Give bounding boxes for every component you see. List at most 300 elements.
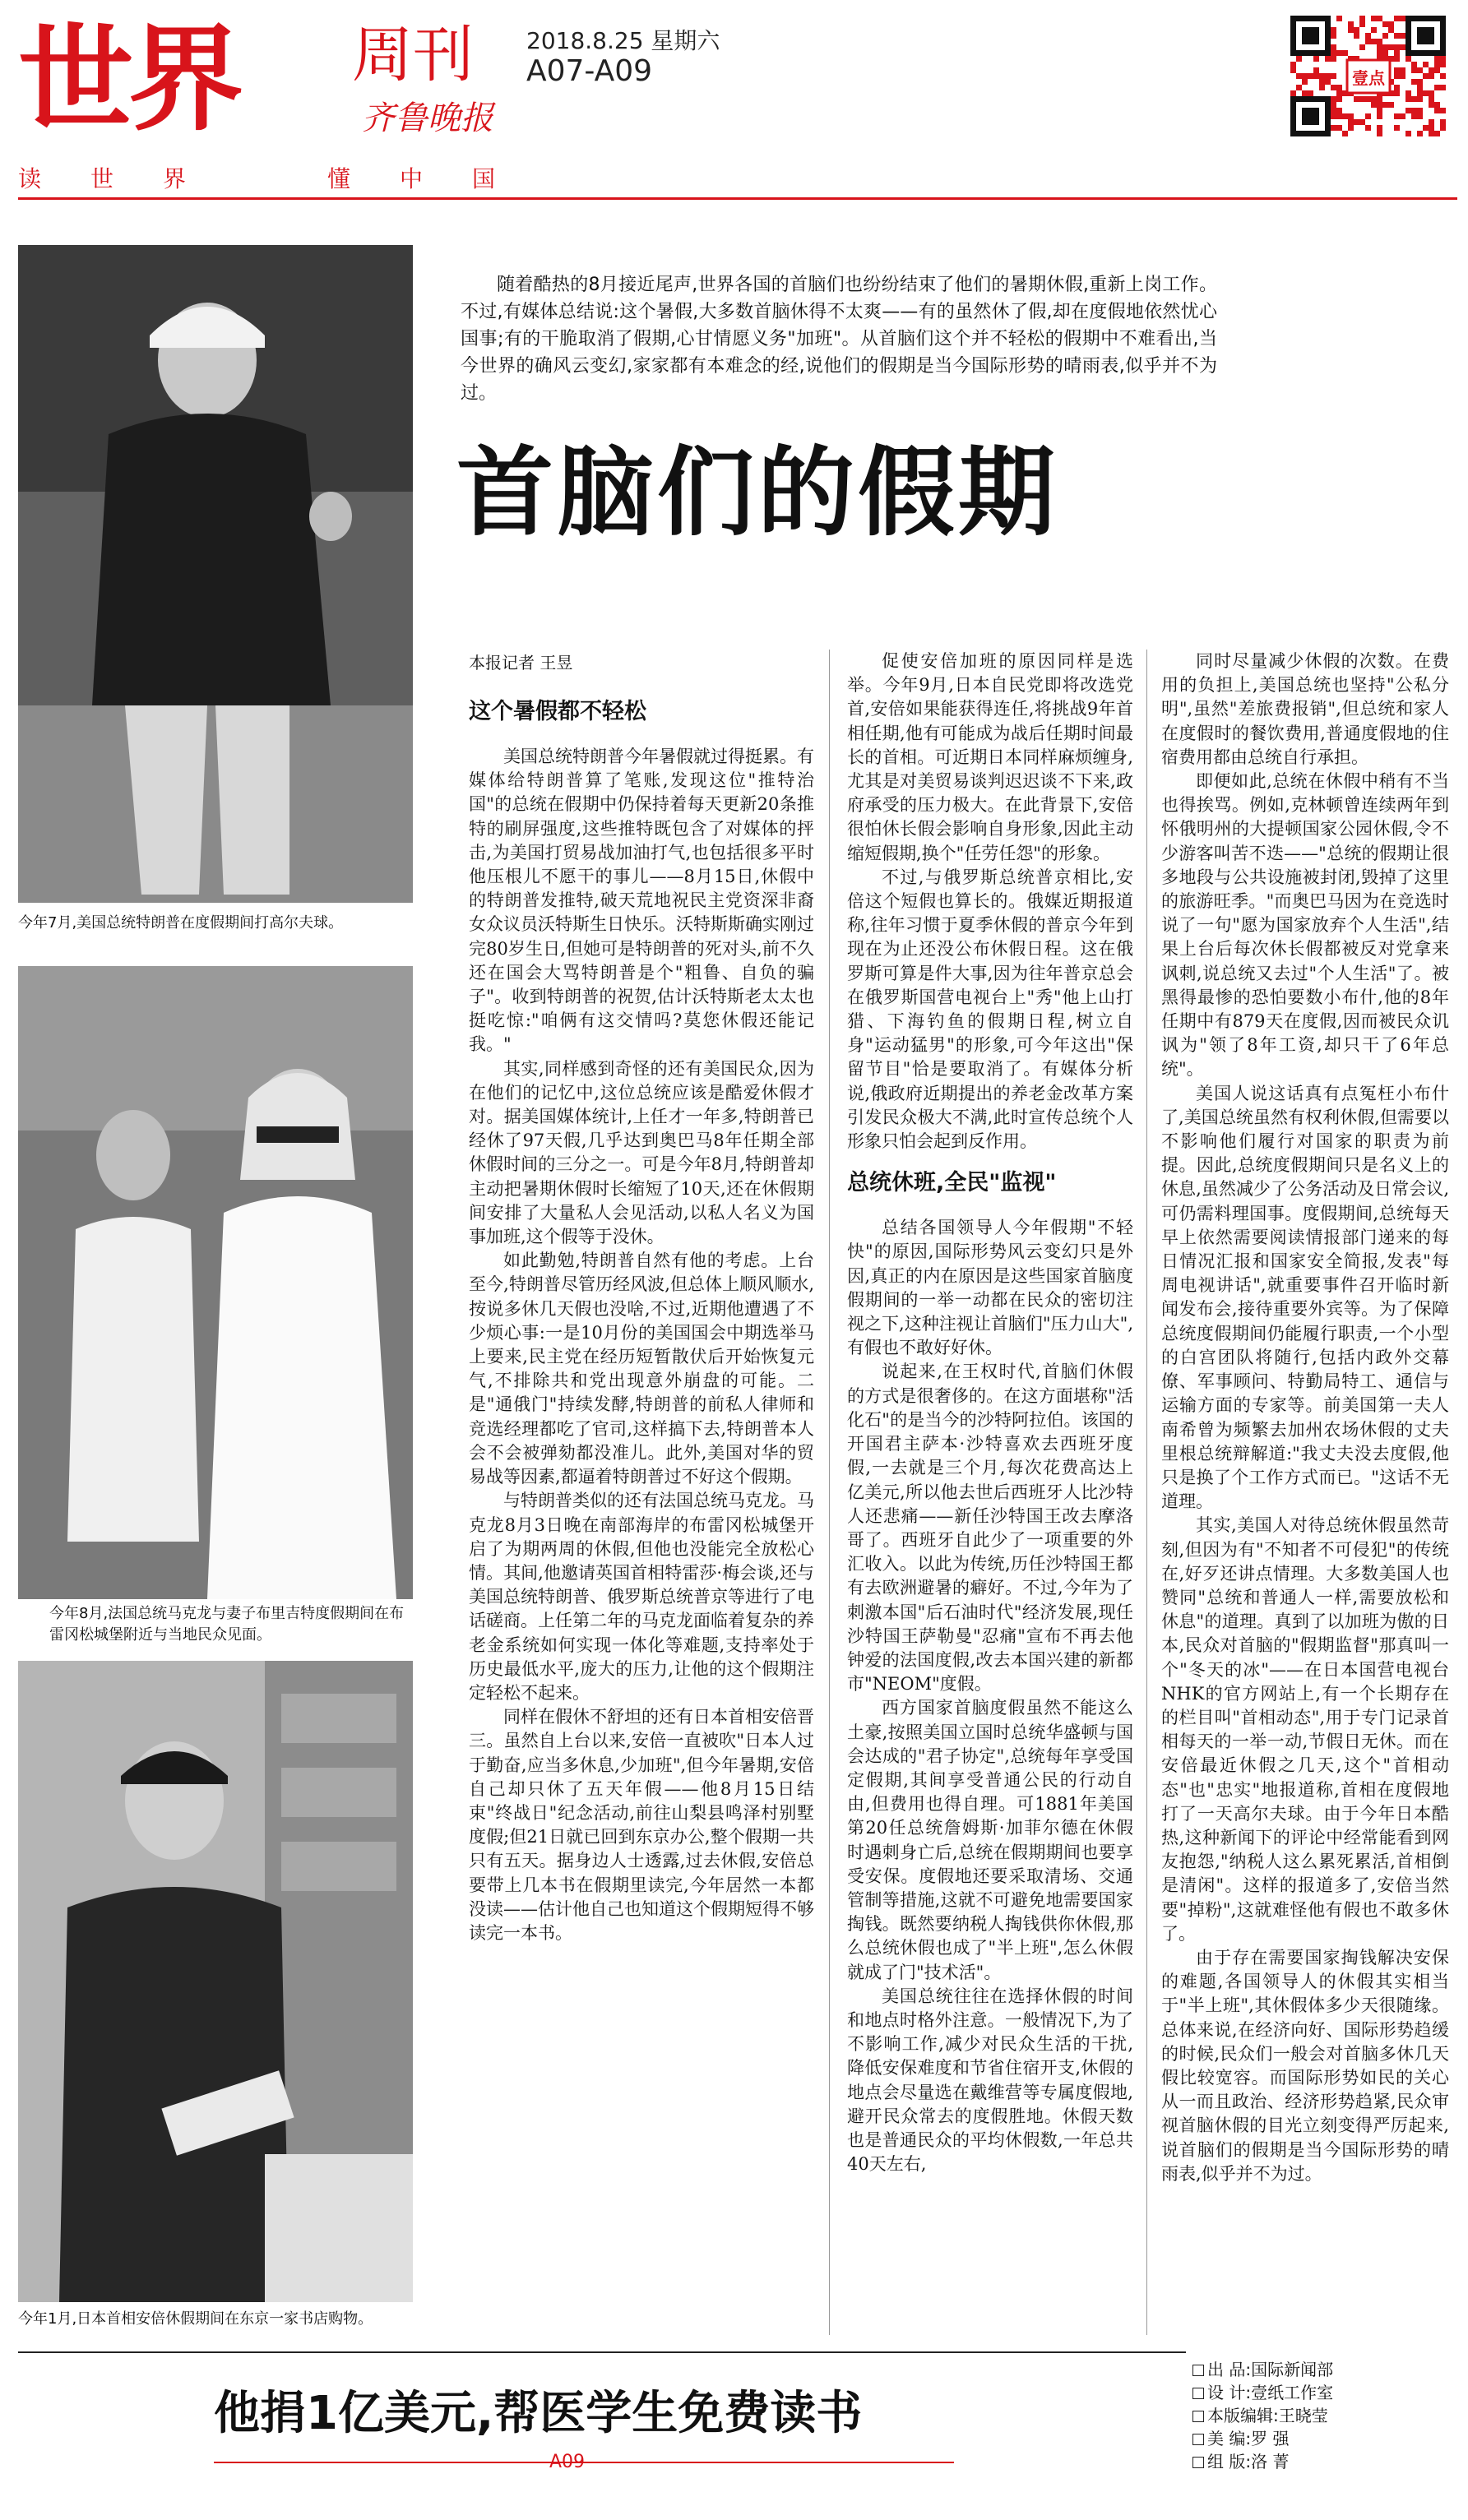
qr-module [1313,39,1319,44]
qr-module [1434,56,1440,62]
qr-module [1342,131,1348,136]
qr-module [1405,16,1411,21]
brand-logo: 世界 [18,13,239,147]
qr-module [1411,16,1417,21]
qr-module [1319,16,1325,21]
qr-module [1400,73,1405,79]
article-paragraph: 同样在假休不舒坦的还有日本首相安倍晋三。虽然自上台以来,安倍一直被吹"日本人过于勤奋,应当多休息,少加班",但今年暑期,安倍自己却只休了五天年假——他8月15日结束"终战日"纪念活动,前往山梨县鸣泽村别墅度假;但21日就已回到东京办公,整个假期一共只有五天。据身边人士透露,过去休假,安倍总要带上几本书在假期里读完,今年居然一本都没读——估计他自己也知道这个假期短得不够读完一本书。 [469,1707,814,1943]
checkbox-icon [1192,2457,1204,2468]
credit-value: 国际新闻部 [1251,2360,1334,2379]
credit-row [1192,2381,1333,2404]
qr-module [1417,67,1423,73]
qr-module [1440,50,1446,56]
qr-module [1308,96,1313,102]
qr-module [1336,85,1342,90]
qr-module [1325,113,1331,119]
qr-module [1417,16,1423,21]
article-paragraph: 如此勤勉,特朗普自然有他的考虑。上台至今,特朗普尽管历经风波,但总体上顺风顺水,按说多休几天假也没啥,不过,近期他遭遇了不少烦心事:一是10月份的美国国会中期选举马上要来,民主党在经历短暂散伏后开始恢复元气,不排除共和党出现意外崩盘的可能。二是"通俄门"持续发酵,特朗普的前私人律师和竞选经理都吃了官司,这样搞下去,特朗普本人会不会被弹劾都没准儿。此外,美国对华的贸易战等因素,都逼着特朗普过不好这个假期。 [469,1251,814,1487]
qr-module [1290,50,1296,56]
article-paragraph: 由于存在需要国家掏钱解决安保的难题,各国领导人的休假其实相当于"半上班",其休假体多少天很随缘。总体来说,在经济向好、国际形势趋缓的时候,民众们一般会对首脑多休几天假比较宽容。而国际形势如民的关心从一而且政治、经济形势趋紧,民众审视首脑休假的目光立刻变得严厉起来,说首脑们的假期是当今国际形势的晴雨表,似乎并不为过。 [1161,1947,1449,2184]
qr-module [1377,50,1382,56]
qr-module [1394,85,1400,90]
page-title: 首脑们的假期 [456,436,1059,549]
qr-module [1434,50,1440,56]
photo-caption: 今年8月,法国总统马克龙与妻子布里吉特度假期间在布雷冈松城堡附近与当地民众见面。 [49,1605,405,1644]
article-paragraph: 其实,美国人对待总统休假虽然苛刻,但因为有"不知者不可侵犯"的传统在,好歹还讲点情理。大多数美国人也赞同"总统和普通人一样,需要放松和休息"的道理。真到了以加班为傲的日本,民众对首脑的"假期监督"那真叫一个"冬天的冰"——在日本国营电视台NHK的官方网站上,有一个长期存在的栏目叫"首相动态",用于专门记录首相每天的一举一动,节假日无休。而在安倍最近休假之几天,这个"首相动态"也"忠实"地报道称,首相在度假地打了一天高尔夫球。由于今年日本酷热,这种新闻下的评论中经常能看到网友抱怨,"纳税人这么累死累活,首相倒是清闲"。这样的报道多了,安倍当然要"掉粉",这就难怪他有假也不敢多休了。 [1161,1515,1449,1944]
qr-module [1423,50,1429,56]
qr-module [1331,27,1336,33]
qr-module [1371,39,1377,44]
qr-module [1313,67,1319,73]
qr-module [1313,50,1319,56]
qr-module [1405,108,1411,113]
qr-module [1394,44,1400,50]
article-paragraph: 总结各国领导人今年假期"不轻快"的原因,国际形势风云变幻只是外因,真正的内在原因是这些国家首脑度假期间的一举一动都在民众的密切注视之下,这种注视让首脑们"压力山大",有假也不敢好好休。 [847,1218,1133,1358]
qr-module [1388,102,1394,108]
qr-module [1377,113,1382,119]
qr-module [1290,119,1296,125]
qr-module [1423,27,1429,33]
qr-module [1331,125,1336,131]
qr-module [1423,73,1429,79]
qr-module [1313,33,1319,39]
qr-module [1359,96,1365,102]
qr-label: 壹点 [1352,68,1385,88]
masthead [0,0,1468,156]
article-paragraph: 说起来,在王权时代,首脑们休假的方式是很奢侈的。在这方面堪称"活化石"的是当今的沙特阿拉伯。该国的开国君主萨本·沙特喜欢去西班牙度假,一去就是三个月,每次花费高达上亿美元,所以他去世后西班牙人比沙特人还悲痛——新任沙特国王改去摩洛哥了。西班牙自此少了一项重要的外汇收入。以此为传统,历任沙特国王都有去欧洲避暑的癖好。不过,今年为了刺激本国"后石油时代"经济发展,现任沙特国王萨勒曼"忍痛"宣布不再去他钟爱的法国度假,改去本国兴建的新都市"NEOM"度假。 [847,1362,1133,1695]
qr-module [1290,33,1296,39]
qr-module [1394,90,1400,96]
qr-module [1319,50,1325,56]
article-paragraph: 不过,与俄罗斯总统普京相比,安倍这个短假也算长的。俄媒近期报道称,往年习惯于夏季休假的普京今年到现在为止还没公布休假日程。这在俄罗斯可算是件大事,因为往年普京总会在俄罗斯国营电视台上"秀"他上山打猎、下海钓鱼的假期日程,树立自身"运动猛男"的形象,可今年这出"保留节目"恰是要取消了。有媒体分析说,俄政府近期提出的养老金改革方案引发民众极大不满,此时宣传总统个人形象只怕会起到反作用。 [847,867,1133,1152]
qr-module [1290,96,1296,102]
qr-module [1325,79,1331,85]
qr-module [1290,67,1296,73]
qr-module [1429,102,1434,108]
qr-module [1417,33,1423,39]
qr-module [1348,119,1354,125]
section-heading: 这个暑假都不轻松 [469,699,646,724]
qr-module [1429,131,1434,136]
qr-module [1388,27,1394,33]
qr-module [1302,50,1308,56]
qr-module [1382,102,1388,108]
qr-module [1325,73,1331,79]
qr-module [1440,16,1446,21]
qr-module [1394,67,1400,73]
qr-module [1348,21,1354,27]
qr-module [1440,33,1446,39]
qr-module [1308,73,1313,79]
qr-module [1325,125,1331,131]
photo-caption: 今年7月,美国总统特朗普在度假期间打高尔夫球。 [18,914,344,932]
qr-module [1400,33,1405,39]
qr-module [1290,16,1296,21]
qr-module [1429,90,1434,96]
tagline-char: 中 [400,165,424,192]
qr-module [1359,119,1365,125]
issue-date: 2018.8.25 星期六 [526,27,720,54]
qr-module [1302,39,1308,44]
qr-module [1302,33,1308,39]
qr-module [1440,125,1446,131]
qr-module [1411,62,1417,67]
qr-module [1411,113,1417,119]
qr-module [1400,67,1405,73]
qr-module [1388,44,1394,50]
qr-module [1319,85,1325,90]
qr-module [1348,125,1354,131]
qr-module [1313,113,1319,119]
qr-module [1377,16,1382,21]
qr-module [1417,131,1423,136]
qr-module [1313,96,1319,102]
qr-module [1417,108,1423,113]
qr-module [1313,56,1319,62]
tagline-char: 国 [472,165,496,192]
qr-module [1429,33,1434,39]
qr-module [1319,131,1325,136]
qr-module [1325,27,1331,33]
qr-module [1417,39,1423,44]
qr-module [1394,73,1400,79]
qr-module [1331,56,1336,62]
qr-module [1371,27,1377,33]
article-paragraph: 美国总统特朗普今年暑假就过得挺累。有媒体给特朗普算了笔账,发现这位"推特治国"的总统在假期中仍保持着每天更新20条推特的刷屏强度,这些推特既包含了对媒体的抨击,为美国打贸易战加油打气,也包括很多平时他压根儿不愿干的事儿——8月15日,休假中的特朗普发推特,破天荒地祝民主党资深非裔女众议员沃特斯生日快乐。沃特斯斯确实刚过完80岁生日,但她可是特朗普的死对头,前不久还在国会大骂特朗普是个"粗鲁、自负的骗子"。收到特朗普的祝贺,估计沃特斯老太太也挺吃惊:"咱俩有这交情吗?莫您休假还能记我。" [469,747,814,1055]
qr-module [1417,50,1423,56]
article-paragraph: 西方国家首脑度假虽然不能这么土豪,按照美国立国时总统华盛顿与国会达成的"君子协定",总统每年享受国定假期,其间享受普通公民的行动自由,但费用也得自理。可1881年美国第20任总统詹姆斯·加菲尔德在休假时遇刺身亡后,总统在假期期间也要享受安保。度假地还要采取清场、交通管制等措施,这就不可避免地需要国家掏钱。既然要纳税人掏钱供你休假,那么总统休假也成了"半上班",怎么休假就成了门"技术活"。 [847,1698,1133,1982]
qr-module [1290,90,1296,96]
qr-module [1302,108,1308,113]
qr-module [1417,96,1423,102]
qr-module [1377,44,1382,50]
qr-module [1405,96,1411,102]
qr-module [1302,96,1308,102]
qr-module [1325,108,1331,113]
qr-module [1359,44,1365,50]
qr-module [1405,39,1411,44]
newspaper-name: 齐鲁晚报 [362,99,493,137]
qr-module [1325,44,1331,50]
qr-module [1377,102,1382,108]
qr-module [1331,44,1336,50]
qr-code-icon [1290,15,1446,138]
qr-module [1290,62,1296,67]
qr-module [1400,16,1405,21]
qr-module [1417,85,1423,90]
qr-module [1348,113,1354,119]
article-paragraph: 促使安倍加班的原因同样是选举。今年9月,日本自民党即将改选党首,安倍如果能获得连任,将挑战9年首相任期,他有可能成为战后任期时间最长的首相。可近期日本同样麻烦缠身,尤其是对美贸易谈判迟迟谈不下来,政府承受的压力极大。在此背景下,安倍很怕休长假会影响自身形象,因此主动缩短假期,换个"任劳任怨"的形象。 [847,651,1133,863]
qr-module [1434,131,1440,136]
article-paragraph: 美国总统往往在选择休假的时间和地点时格外注意。一般情况下,为了不影响工作,减少对民众生活的干扰,降低安保难度和节省住宿开支,休假的地点会尽量选在戴维营等专属度假地,避开民众常去的度假胜地。休假天数也是普通民众的平均休假数,一年总共40天左右, [847,1986,1133,2175]
qr-module [1331,113,1336,119]
photo-macron-visit [18,966,413,1599]
qr-module [1434,16,1440,21]
qr-module [1336,16,1342,21]
qr-module [1331,96,1336,102]
qr-module [1359,16,1365,21]
section-heading: 总统休班,全民"监视" [847,1170,1057,1196]
credit-label: 美 编: [1207,2429,1252,2448]
qr-module [1336,90,1342,96]
qr-module [1302,131,1308,136]
qr-module [1405,56,1411,62]
qr-module [1365,125,1371,131]
qr-module [1313,119,1319,125]
qr-module [1336,113,1342,119]
qr-module [1377,131,1382,136]
tagline-char: 懂 [327,165,351,192]
qr-module [1336,125,1342,131]
qr-module [1319,79,1325,85]
qr-module [1382,50,1388,56]
qr-module [1325,50,1331,56]
qr-module [1290,21,1296,27]
qr-module [1440,44,1446,50]
qr-module [1331,108,1336,113]
qr-module [1423,90,1429,96]
article-column-1 [469,682,814,2339]
promo-page-ref[interactable]: A09 [549,2452,586,2472]
qr-module [1290,44,1296,50]
qr-module [1308,33,1313,39]
qr-module [1331,73,1336,79]
credit-row [1192,2450,1333,2473]
qr-module [1411,108,1417,113]
qr-module [1354,119,1359,125]
qr-module [1308,119,1313,125]
qr-module [1371,96,1377,102]
qr-module [1405,33,1411,39]
qr-module [1377,96,1382,102]
column-divider [1146,650,1147,2335]
qr-module [1417,79,1423,85]
qr-module [1313,131,1319,136]
qr-module [1302,27,1308,33]
credit-label: 设 计: [1207,2383,1252,2402]
qr-module [1302,119,1308,125]
qr-module [1411,79,1417,85]
qr-module [1302,90,1308,96]
qr-module [1342,113,1348,119]
qr-module [1429,96,1434,102]
checkbox-icon [1192,2434,1204,2445]
qr-module [1336,108,1342,113]
qr-module [1423,125,1429,131]
qr-module [1308,27,1313,33]
qr-module [1405,131,1411,136]
qr-module [1365,96,1371,102]
qr-module [1325,131,1331,136]
qr-module [1290,108,1296,113]
credits-box [1192,2358,1333,2473]
qr-module [1394,50,1400,56]
credit-row [1192,2358,1333,2381]
qr-module [1308,113,1313,119]
qr-module [1382,44,1388,50]
qr-module [1388,21,1394,27]
qr-module [1434,108,1440,113]
credit-value: 洛 菁 [1251,2452,1290,2471]
qr-module [1359,21,1365,27]
qr-module [1371,16,1377,21]
column-divider [829,650,830,2335]
qr-module [1296,131,1302,136]
qr-module [1400,113,1405,119]
qr-module [1434,85,1440,90]
qr-module [1377,39,1382,44]
qr-module [1440,119,1446,125]
qr-module [1296,50,1302,56]
footer-rule [18,2351,1186,2353]
qr-module [1434,102,1440,108]
credit-label: 本版编辑: [1207,2406,1279,2425]
credit-row [1192,2427,1333,2450]
article-paragraph: 其实,同样感到奇怪的还有美国民众,因为在他们的记忆中,这位总统应该是酷爱休假才对。据美国媒体统计,上任才一年多,特朗普已经休了97天假,几乎达到奥巴马8年任期全部休假时间的三分之一。可是今年8月,特朗普却主动把暑期休假时长缩短了10天,还在休假期间安排了大量私人会见活动,以私人名义为国事加班,这个假等于没休。 [469,1058,814,1247]
qr-module [1440,62,1446,67]
qr-module [1434,67,1440,73]
credit-label: 出 品: [1207,2360,1252,2379]
qr-module [1325,102,1331,108]
qr-module [1440,85,1446,90]
qr-module [1440,56,1446,62]
qr-module [1319,96,1325,102]
qr-module [1302,79,1308,85]
photo-trump-golf [18,245,413,903]
qr-module [1325,56,1331,62]
qr-module [1336,96,1342,102]
qr-module [1417,90,1423,96]
article-column-2 [847,650,1133,2339]
qr-module [1405,27,1411,33]
qr-module [1429,16,1434,21]
checkbox-icon [1192,2365,1204,2376]
qr-module [1290,131,1296,136]
qr-module [1331,33,1336,39]
qr-module [1382,21,1388,27]
qr-module [1411,67,1417,73]
qr-module [1394,113,1400,119]
qr-module [1313,73,1319,79]
qr-module [1296,96,1302,102]
qr-module [1394,56,1400,62]
qr-module [1302,113,1308,119]
masthead-rule [18,197,1457,200]
qr-module [1296,16,1302,21]
credit-value: 王晓莹 [1278,2406,1328,2425]
qr-module [1290,39,1296,44]
qr-module [1331,50,1336,56]
qr-module [1313,27,1319,33]
qr-module [1336,50,1342,56]
photo-abe-bookstore [18,1661,413,2302]
qr-module [1440,39,1446,44]
qr-module [1325,33,1331,39]
checkbox-icon [1192,2411,1204,2422]
article-paragraph: 即便如此,总统在休假中稍有不当也得挨骂。例如,克林顿曾连续两年到怀俄明州的大提顿国家公园休假,令不少游客叫苦不迭——"总统的假期让很多地段与公共设施被封闭,毁掉了这里的旅游旺季。"而奥巴马因为在竞选时说了一句"愿为国家放弃个人生活",结果上台后每次休长假都被反对党拿来讽刺,说总统又去过"个人生活"了。被黑得最惨的恐怕要数小布什,他的8年任期中有879天在度假,因而被民众讥讽为"领了8年工资,却只干了6年总统"。 [1161,771,1449,1080]
qr-module [1313,16,1319,21]
qr-module [1417,27,1423,33]
masthead-tagline [18,161,544,194]
qr-module [1429,50,1434,56]
qr-module [1423,16,1429,21]
qr-module [1423,62,1429,67]
qr-module [1308,131,1313,136]
qr-module [1290,27,1296,33]
byline: 本报记者 王昱 [469,653,573,673]
qr-module [1296,73,1302,79]
qr-module [1423,39,1429,44]
qr-module [1302,16,1308,21]
qr-module [1331,102,1336,108]
page-range: A07-A09 [526,54,653,88]
qr-module [1325,96,1331,102]
article-column-3 [1161,650,1449,2339]
article-paragraph: 同时尽量减少休假的次数。在费用的负担上,美国总统也坚持"公私分明",虽然"差旅费报销",但总统和家人在度假时的餐饮费用,普通度假地的住宿费用都由总统自行承担。 [1161,651,1449,767]
qr-module [1354,96,1359,102]
qr-module [1394,33,1400,39]
qr-module [1365,113,1371,119]
qr-module [1308,16,1313,21]
qr-module [1371,102,1377,108]
article-paragraph: 美国人说这话真有点冤枉小布什了,美国总统虽然有权利休假,但需要以不影响他们履行对国家的职责为前提。因此,总统度假期间只是名义上的休息,虽然减少了公务活动及日常会议,可仍需料理国事。度假期间,总统每天早上依然需要阅读情报部门递来的每日情况汇报和国家安全简报,发表"每周电视讲话",就重要事件召开临时新闻发布会,接待重要外宾等。为了保障总统度假期间仍能履行职责,一个小型的白宫团队将随行,包括内政外交幕僚、军事顾问、特勤局特工、通信与运输方面的专家等。前美国第一夫人南希曾为频繁去加州农场休假的丈夫里根总统辩解道:"我丈夫没去度假,他只是换了个工作方式而已。"这话不无道理。 [1161,1083,1449,1512]
qr-module [1290,113,1296,119]
qr-module [1440,21,1446,27]
qr-module [1394,16,1400,21]
qr-module [1325,16,1331,21]
qr-module [1308,39,1313,44]
qr-module [1440,27,1446,33]
qr-module [1405,50,1411,56]
qr-module [1405,44,1411,50]
qr-module [1411,50,1417,56]
qr-module [1308,90,1313,96]
qr-module [1429,73,1434,79]
qr-module [1342,50,1348,56]
qr-module [1429,27,1434,33]
qr-module [1348,27,1354,33]
lead-paragraph: 随着酷热的8月接近尾声,世界各国的首脑们也纷纷结束了他们的暑期休假,重新上岗工作。不过,有媒体总结说:这个暑假,大多数首脑休得不太爽——有的虽然休了假,却在度假地依然忧心国事;有的干脆取消了假期,心甘情愿义务"加班"。从首脑们这个并不轻松的假期中不难看出,当今世界的确风云变幻,家家都有本难念的经,说他们的假期是当今国际形势的晴雨表,似乎并不为过。 [461,275,1217,404]
credit-label: 组 版: [1207,2452,1252,2471]
article-paragraph: 与特朗普类似的还有法国总统马克龙。马克龙8月3日晚在南部海岸的布雷冈松城堡开启了为期两周的休假,但他也没能完全放松心情。其间,他邀请英国首相特雷莎·梅会谈,还与美国总统特朗普、俄罗斯总统普京等进行了电话磋商。上任第二年的马克龙面临着复杂的养老金系统如何实现一体化等难题,支持率处于历史最低水平,庞大的压力,让他的这个假期注定轻松不起来。 [469,1491,814,1703]
qr-module [1302,73,1308,79]
qr-module [1308,108,1313,113]
promo-headline[interactable]: 他捐1亿美元,帮医学生免费读书 [214,2387,863,2440]
qr-module [1296,56,1302,62]
credit-value: 罗 强 [1251,2429,1290,2448]
qr-module [1382,33,1388,39]
qr-module [1365,39,1371,44]
qr-module [1429,125,1434,131]
qr-module [1296,85,1302,90]
qr-module [1377,125,1382,131]
qr-module [1394,125,1400,131]
qr-module [1405,90,1411,96]
qr-module [1325,39,1331,44]
qr-module [1313,108,1319,113]
credit-value: 壹纸工作室 [1251,2383,1334,2402]
qr-module [1290,102,1296,108]
qr-module [1365,33,1371,39]
qr-module [1400,44,1405,50]
tagline-char: 读 [18,165,42,192]
credit-row [1192,2404,1333,2427]
qr-module [1290,125,1296,131]
qr-module [1440,108,1446,113]
qr-module [1319,73,1325,79]
checkbox-icon [1192,2388,1204,2399]
qr-module [1417,113,1423,119]
